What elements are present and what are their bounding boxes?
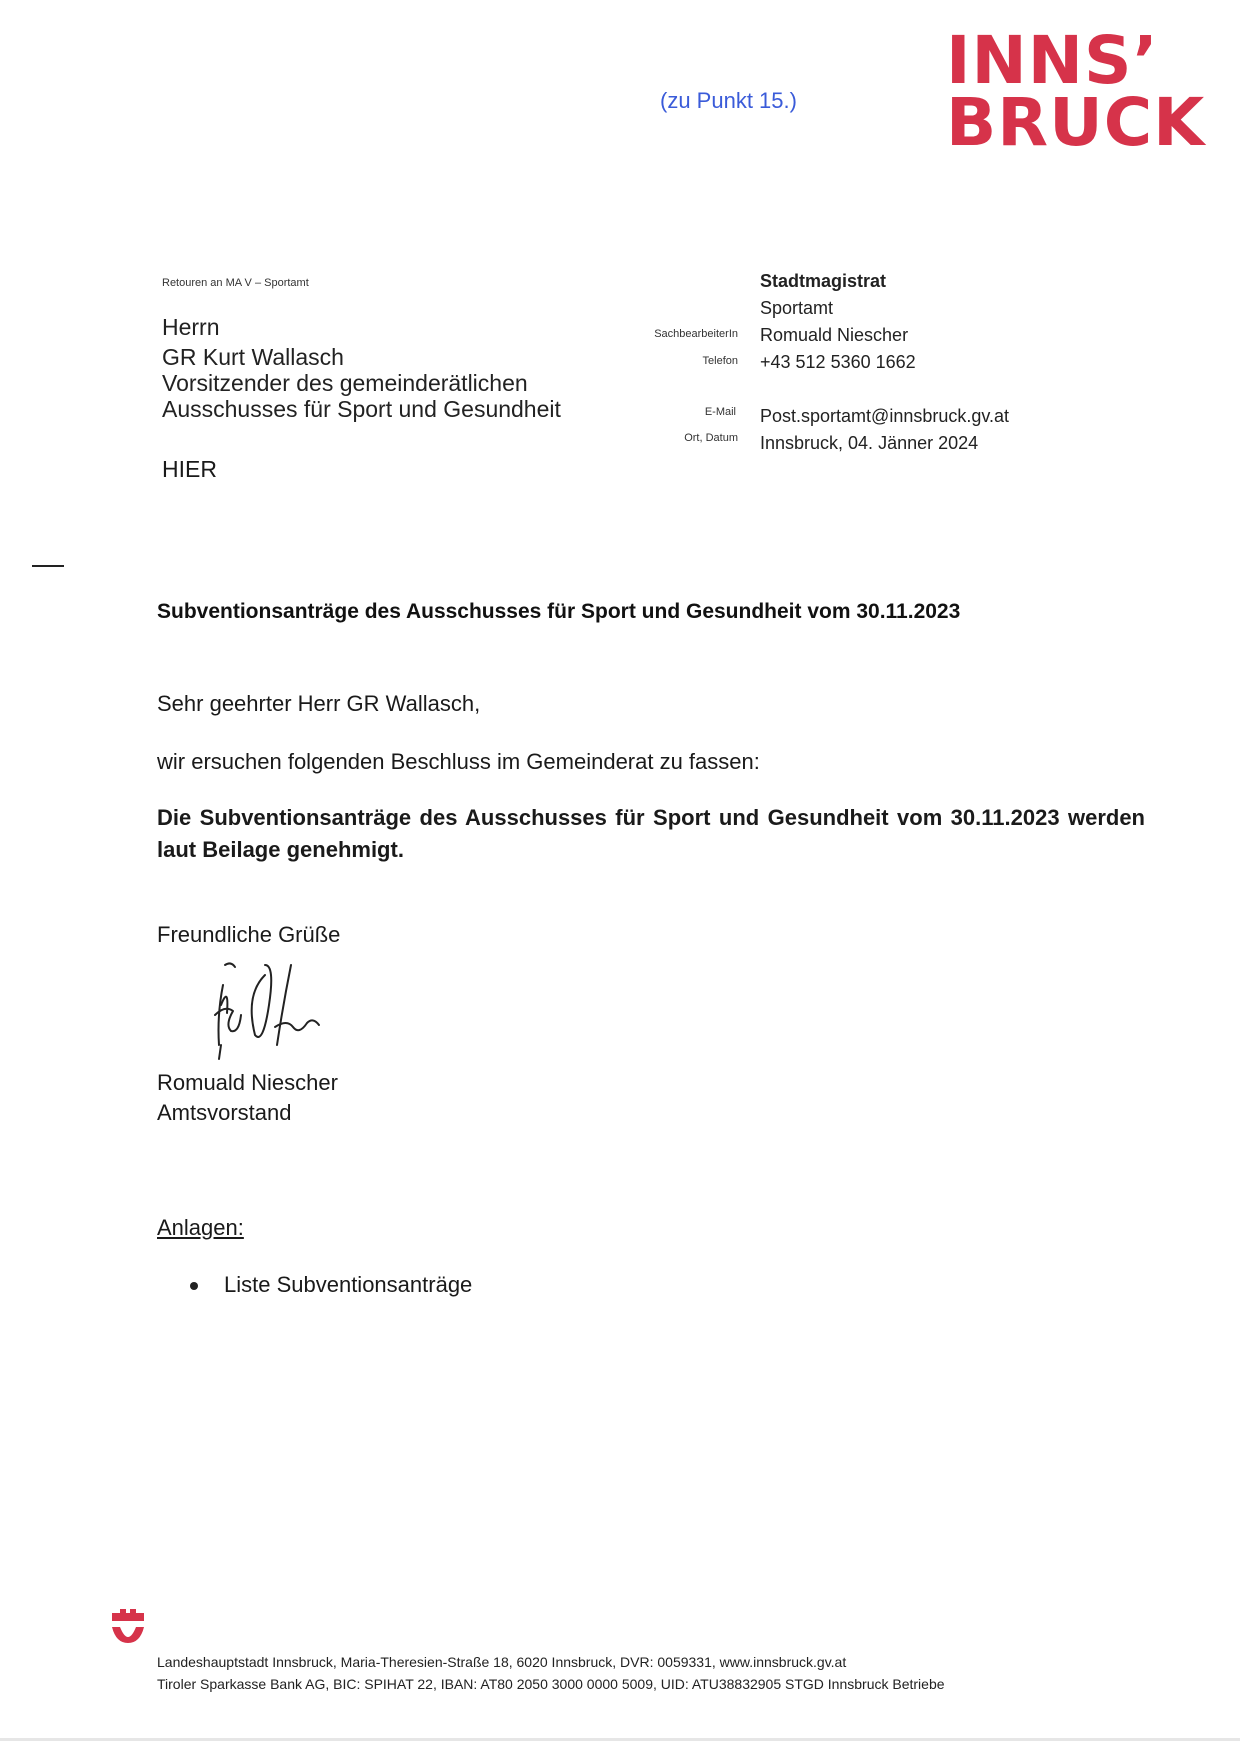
signer-title: Amtsvorstand [157,1100,292,1125]
agenda-reference: (zu Punkt 15.) [660,88,797,113]
sender-department: Sportamt [760,298,834,318]
signer-block [157,1068,338,1128]
logo-line-1: INNS’ [946,22,1159,99]
sender-details [760,268,1009,457]
signer-name: Romuald Niescher [157,1070,338,1095]
footer-line-1: Landeshauptstadt Innsbruck, Maria-Theresien-Straße 18, 6020 Innsbruck, DVR: 0059331, www.innsbruck.gv.at [157,1654,847,1670]
page-bottom-rule [0,1738,1240,1741]
phone-label: Telefon [702,355,738,367]
letter-greeting: Sehr geehrter Herr GR Wallasch, [157,691,481,716]
recipient-role-line-1: Vorsitzender des gemeinderätlichen [162,370,528,396]
city-emblem-icon [110,1607,146,1645]
attachments-list [190,1272,472,1298]
sender-email: Post.sportamt@innsbruck.gv.at [760,406,1010,426]
return-address-line: Retouren an MA V – Sportamt [162,277,309,289]
sender-office: Stadtmagistrat [760,271,887,291]
sender-place-date: Innsbruck, 04. Jänner 2024 [760,433,979,453]
footer-line-2: Tiroler Sparkasse Bank AG, BIC: SPIHAT 22, IBAN: AT80 2050 3000 0000 5009, UID: ATU38832905 STGD Innsbruck Betriebe [157,1676,945,1692]
footer [157,1651,945,1695]
recipient-salutation: Herrn [162,314,220,340]
letter-request: wir ersuchen folgenden Beschluss im Gemeinderat zu fassen: [157,749,760,774]
attachments-heading: Anlagen: [157,1215,244,1240]
letter-decision: Die Subventionsanträge des Ausschusses für Sport und Gesundheit vom 30.11.2023 werden laut Beilage genehmigt. [157,805,1145,862]
clerk-label: SachbearbeiterIn [654,328,738,340]
bullet-icon [190,1282,198,1290]
recipient-address [162,314,561,422]
fold-mark [32,565,64,567]
letter-closing: Freundliche Grüße [157,922,341,947]
recipient-role-line-2: Ausschusses für Sport und Gesundheit [162,396,561,422]
recipient-location: HIER [162,456,217,482]
logo-line-2: BRUCK [946,84,1206,161]
letter-subject: Subventionsanträge des Ausschusses für Sport und Gesundheit vom 30.11.2023 [157,600,961,623]
city-logo [946,22,1206,161]
sender-clerk: Romuald Niescher [760,325,909,345]
email-label: E-Mail [704,406,736,418]
sender-phone: +43 512 5360 1662 [760,352,916,372]
place-date-label: Ort, Datum [684,432,738,444]
attachment-label: Liste Subventionsanträge [224,1272,473,1297]
handwritten-signature [195,955,345,1070]
list-item [190,1272,472,1298]
recipient-name: GR Kurt Wallasch [162,344,344,370]
